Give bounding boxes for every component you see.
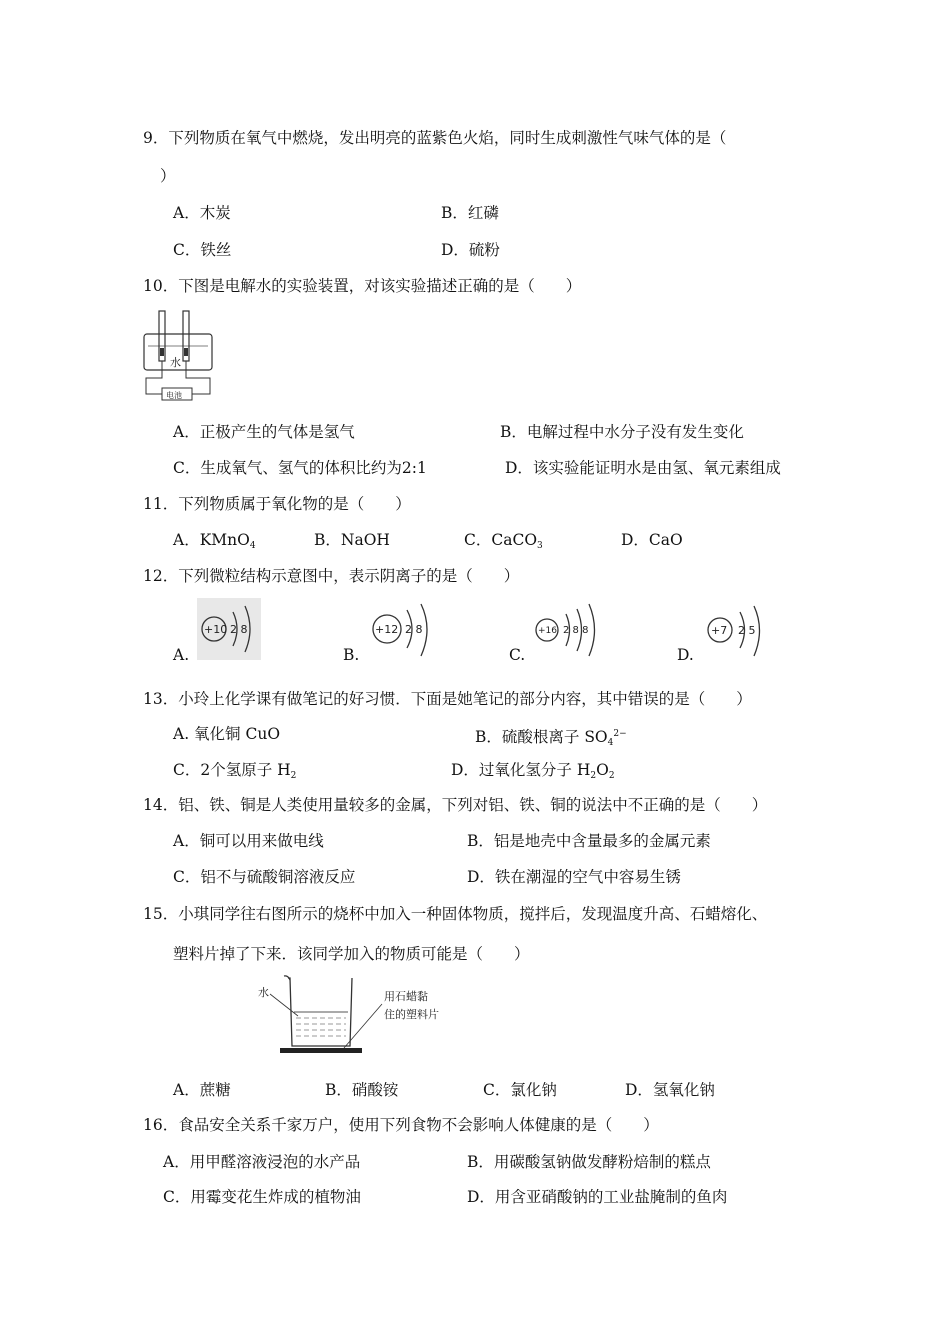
q12-option-b-letter: B. — [343, 646, 360, 664]
nucleus-charge: +16 — [538, 626, 557, 636]
q14-option-d: D．铁在潮湿的空气中容易生锈 — [467, 868, 681, 886]
wire-left — [146, 361, 162, 394]
q10-option-a: A．正极产生的气体是氢气 — [173, 423, 355, 441]
shell-electrons: 2 8 — [230, 623, 248, 636]
q11-stem: 11．下列物质属于氧化物的是（ ） — [143, 495, 411, 513]
q10-stem: 10．下图是电解水的实验装置，对该实验描述正确的是（ ） — [143, 277, 582, 295]
q16-stem: 16．食品安全关系千家万户，使用下列食物不会影响人体健康的是（ ） — [143, 1116, 659, 1134]
q10-option-d: D．该实验能证明水是由氢、氧元素组成 — [505, 459, 781, 477]
water-pointer — [270, 994, 298, 1016]
q13-option-c: C．2个氢原子 $H_2$ — [173, 761, 297, 781]
q15-stem-cont: 塑料片掉了下来．该同学加入的物质可能是（ ） — [173, 945, 530, 963]
q12-option-c-letter: C. — [509, 646, 526, 664]
q13-option-d: D．过氧化氢分子 $H_2O_2$ — [451, 761, 615, 781]
nucleus-charge: +7 — [711, 624, 728, 637]
q9-option-c: C．铁丝 — [173, 241, 232, 259]
shell-electrons: 2 8 8 — [563, 625, 589, 636]
q13-stem: 13．小玲上化学课有做笔记的好习惯．下面是她笔记的部分内容，其中错误的是（ ） — [143, 690, 752, 708]
plastic-sheet — [280, 1048, 362, 1053]
q12-option-b-diagram — [367, 598, 439, 662]
q11-option-b: B．NaOH — [314, 531, 390, 549]
q14-stem: 14．铝、铁、铜是人类使用量较多的金属，下列对铝、铁、铜的说法中不正确的是（ ） — [143, 796, 768, 814]
q16-option-a: A．用甲醛溶液浸泡的水产品 — [163, 1153, 361, 1171]
q11-option-a: A．KMnO$_4$ — [173, 531, 256, 551]
q15-option-d: D．氢氧化钠 — [625, 1081, 715, 1099]
q9-option-d: D．硫粉 — [441, 241, 500, 259]
q16-option-c: C．用霉变花生炸成的植物油 — [163, 1188, 361, 1206]
plate-label-line-2: 住的塑料片 — [384, 1008, 439, 1021]
q13-option-a: A. 氧化铜 CuO — [173, 725, 281, 743]
q9-option-b: B．红磷 — [441, 204, 499, 222]
shell-electrons: 2 8 — [405, 623, 423, 636]
q9-option-a: A．木炭 — [173, 204, 231, 222]
water-label: 水 — [258, 986, 269, 999]
q10-option-b: B．电解过程中水分子没有发生变化 — [500, 423, 744, 441]
q14-option-c: C．铝不与硫酸铜溶液反应 — [173, 868, 356, 886]
beaker-spout — [284, 976, 290, 980]
nucleus-charge: +12 — [375, 623, 399, 636]
q12-option-d-diagram — [702, 600, 774, 660]
water-label: 水 — [170, 356, 181, 369]
q15-stem: 15．小琪同学往右图所示的烧杯中加入一种固体物质，搅拌后，发现温度升高、石蜡熔化、 — [143, 905, 768, 923]
q10-option-c: C．生成氧气、氢气的体积比约为2:1 — [173, 459, 427, 477]
q9-stem-cont: ） — [160, 167, 176, 185]
q12-option-a-letter: A. — [173, 646, 190, 664]
q11-option-c: C．CaCO$_3$ — [464, 531, 543, 551]
plate-label-line-1: 用石蜡黏 — [384, 990, 428, 1003]
q15-option-b: B．硝酸铵 — [325, 1081, 399, 1099]
q12-option-c-diagram — [532, 600, 612, 660]
q9-stem: 9．下列物质在氧气中燃烧，发出明亮的蓝紫色火焰，同时生成刺激性气味气体的是（ — [143, 129, 727, 147]
electrolysis-apparatus-figure — [140, 308, 218, 403]
q12-option-a-diagram — [197, 598, 261, 660]
q14-option-a: A．铜可以用来做电线 — [173, 832, 324, 850]
q12-stem: 12．下列微粒结构示意图中，表示阴离子的是（ ） — [143, 567, 520, 585]
q16-option-d: D．用含亚硝酸钠的工业盐腌制的鱼肉 — [467, 1188, 728, 1206]
nucleus-charge: +10 — [204, 623, 228, 636]
q13-option-b: B．硫酸根离子 $SO_4^{2-}$ — [475, 728, 627, 748]
shell-electrons: 2 5 — [738, 624, 756, 637]
electrode-right — [184, 348, 188, 356]
q15-option-a: A．蔗糖 — [173, 1081, 231, 1099]
q11-option-d: D．CaO — [621, 531, 683, 549]
plate-pointer — [344, 1004, 382, 1048]
electrode-left — [160, 348, 164, 356]
q14-option-b: B．铝是地壳中含量最多的金属元素 — [467, 832, 711, 850]
battery-label: 电池 — [166, 391, 182, 400]
q12-option-d-letter: D. — [677, 646, 694, 664]
beaker-figure — [254, 972, 464, 1062]
q16-option-b: B．用碳酸氢钠做发酵粉焙制的糕点 — [467, 1153, 711, 1171]
shell-arc-3 — [589, 604, 595, 656]
q15-option-c: C．氯化钠 — [483, 1081, 557, 1099]
